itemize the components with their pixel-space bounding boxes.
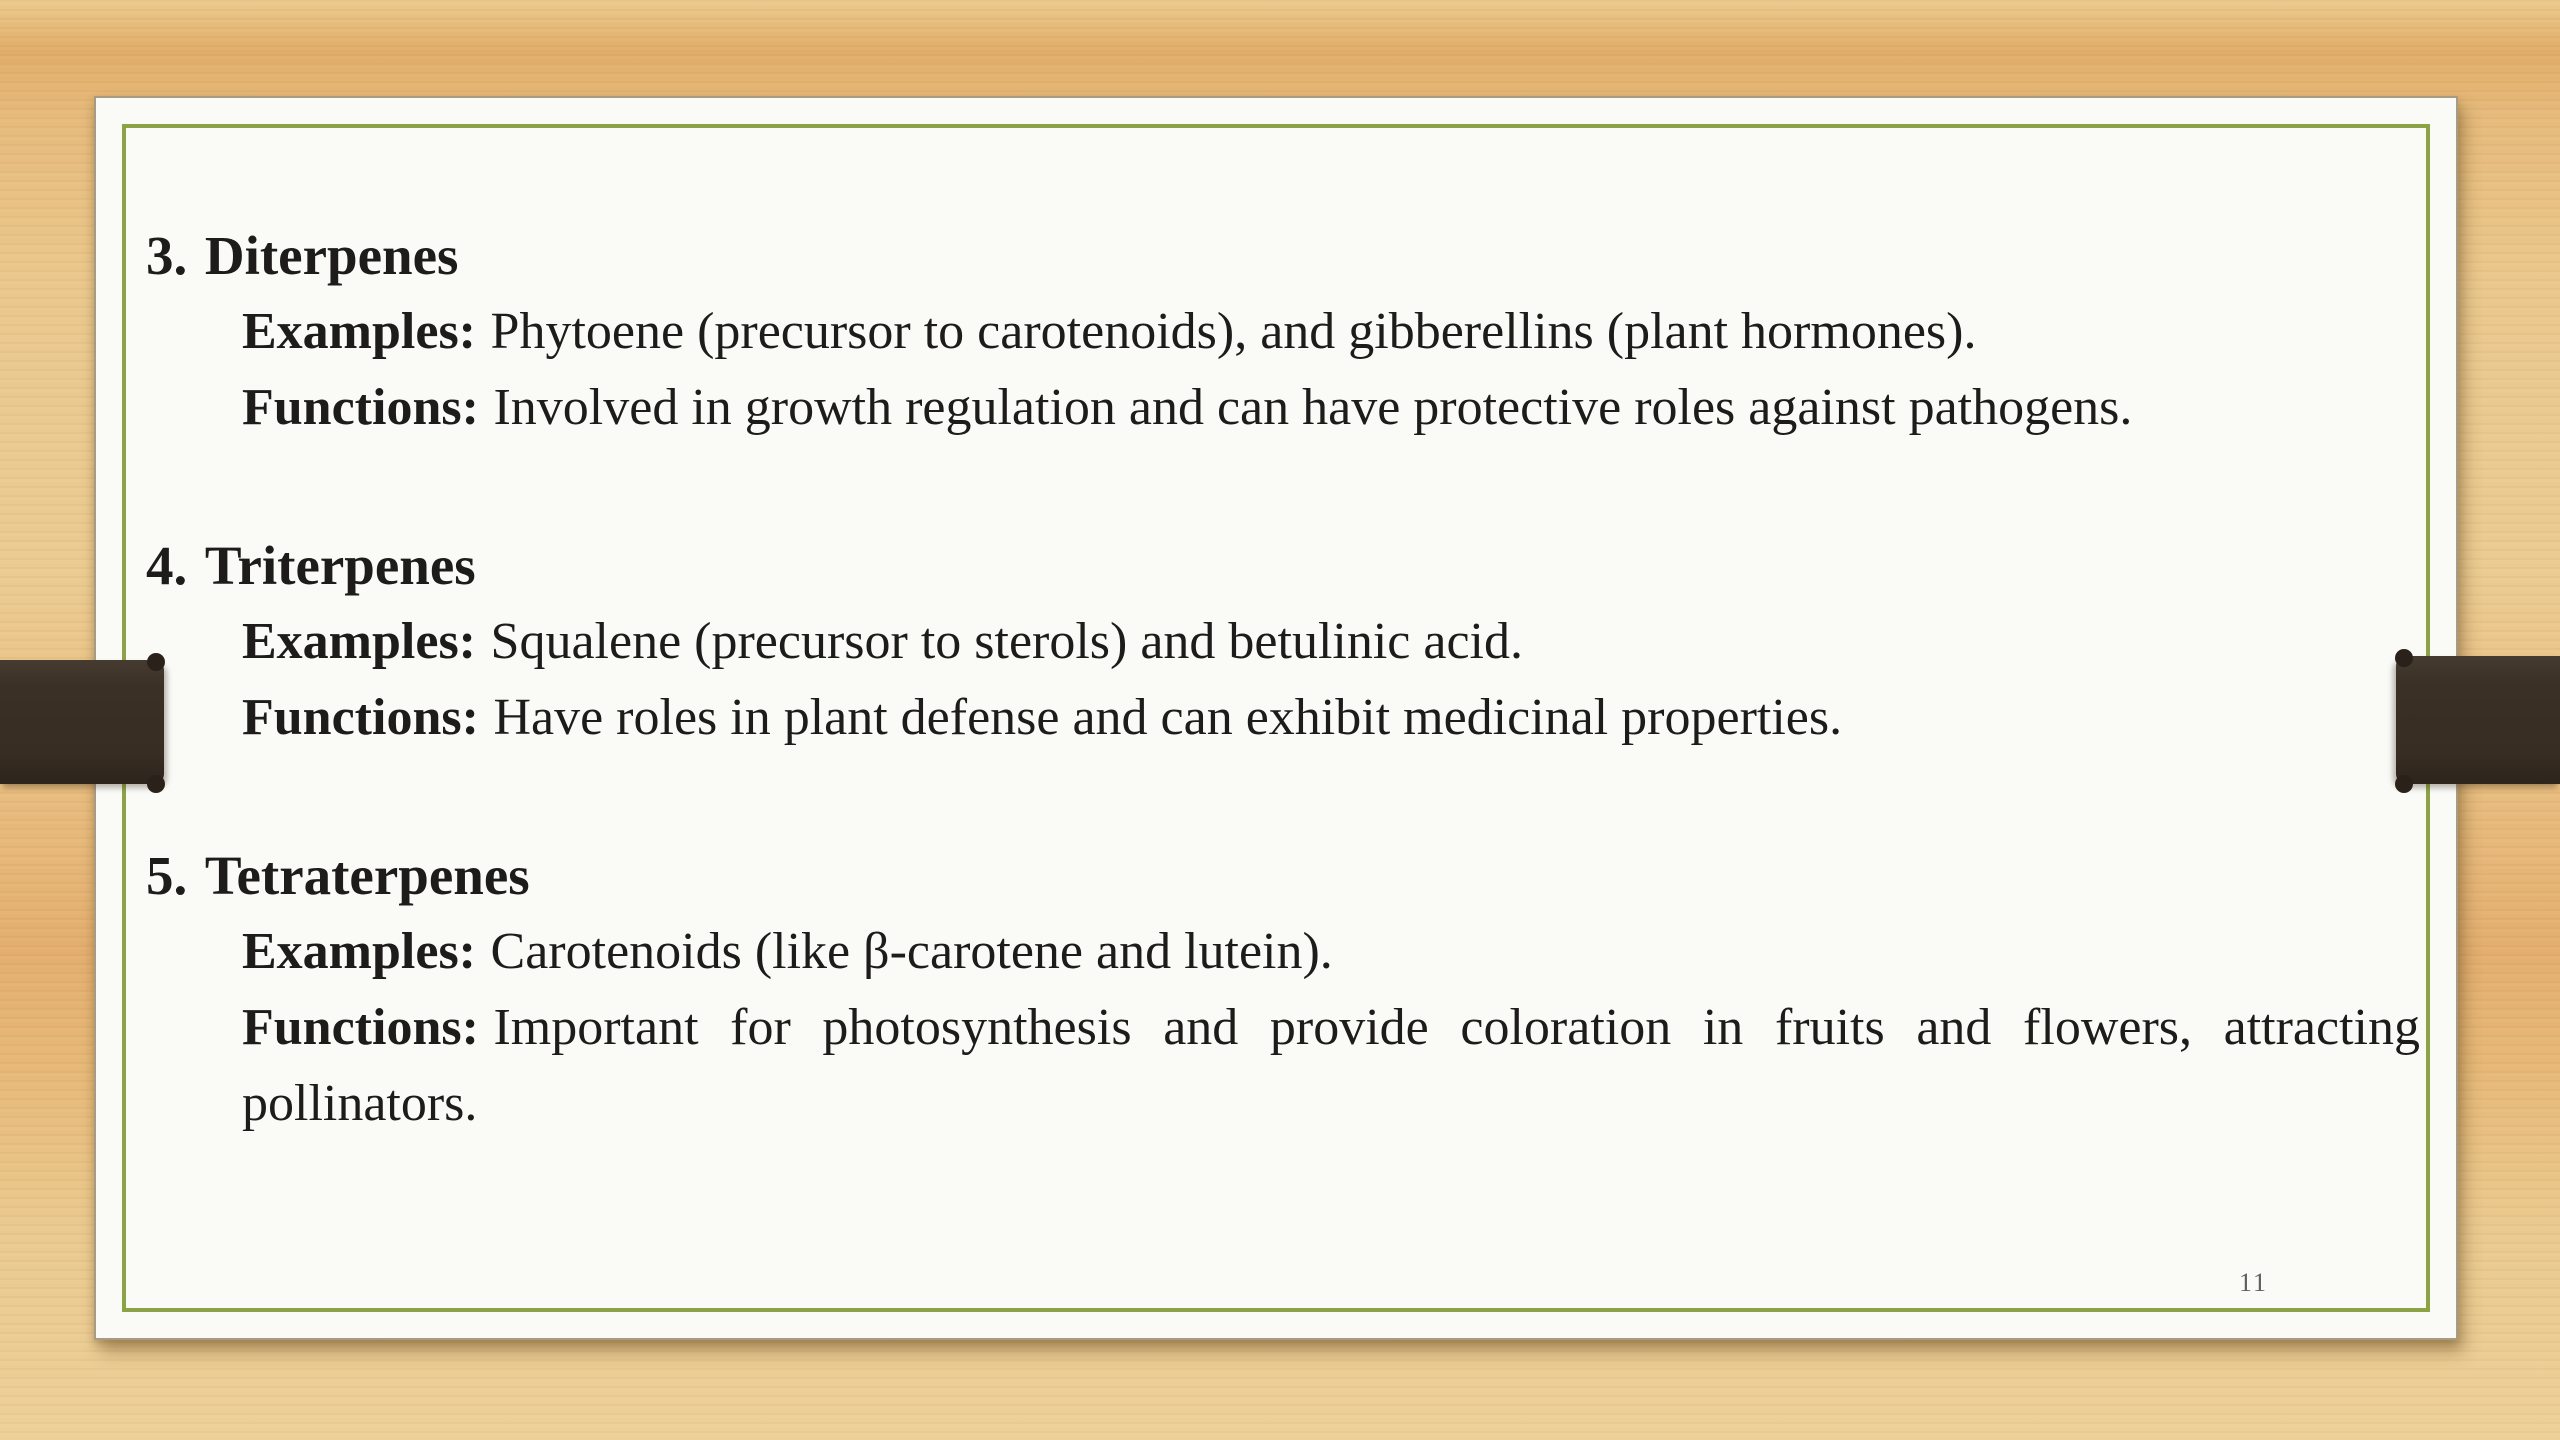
functions-label: Functions: bbox=[242, 689, 479, 746]
section-number: 3. bbox=[146, 225, 188, 286]
section-heading bbox=[146, 218, 2420, 294]
section-body bbox=[242, 294, 2420, 446]
examples-text: Carotenoids (like β-carotene and lutein). bbox=[490, 923, 1333, 980]
section-number: 5. bbox=[146, 845, 188, 906]
slide-content bbox=[146, 218, 2420, 1142]
examples-line bbox=[242, 914, 2420, 990]
functions-label: Functions: bbox=[242, 379, 479, 436]
section-title: Triterpenes bbox=[204, 535, 476, 596]
section-body bbox=[242, 914, 2420, 1142]
presentation-slide bbox=[94, 96, 2458, 1340]
section-body bbox=[242, 604, 2420, 756]
section-tetraterpenes bbox=[146, 838, 2420, 1142]
left-binder-ribbon bbox=[0, 660, 164, 784]
section-heading bbox=[146, 838, 2420, 914]
section-title: Tetraterpenes bbox=[204, 845, 530, 906]
functions-text: Involved in growth regulation and can have protective roles against pathogens. bbox=[493, 379, 2133, 436]
examples-label: Examples: bbox=[242, 923, 476, 980]
functions-line bbox=[242, 680, 2420, 756]
functions-text: Have roles in plant defense and can exhibit medicinal properties. bbox=[493, 689, 1843, 746]
examples-line bbox=[242, 604, 2420, 680]
examples-line bbox=[242, 294, 2420, 370]
examples-label: Examples: bbox=[242, 613, 476, 670]
section-heading bbox=[146, 528, 2420, 604]
section-triterpenes bbox=[146, 528, 2420, 756]
functions-line bbox=[242, 990, 2420, 1142]
functions-label: Functions: bbox=[242, 999, 479, 1056]
functions-line bbox=[242, 370, 2420, 446]
examples-text: Squalene (precursor to sterols) and betulinic acid. bbox=[490, 613, 1523, 670]
section-title: Diterpenes bbox=[204, 225, 459, 286]
section-diterpenes bbox=[146, 218, 2420, 446]
examples-text: Phytoene (precursor to carotenoids), and gibberellins (plant hormones). bbox=[490, 303, 1977, 360]
functions-text: Important for photosynthesis and provide coloration in fruits and flowers, attracting pollinators. bbox=[242, 999, 2420, 1132]
right-binder-ribbon bbox=[2396, 656, 2560, 784]
section-number: 4. bbox=[146, 535, 188, 596]
page-number: 11 bbox=[2238, 1268, 2268, 1297]
examples-label: Examples: bbox=[242, 303, 476, 360]
